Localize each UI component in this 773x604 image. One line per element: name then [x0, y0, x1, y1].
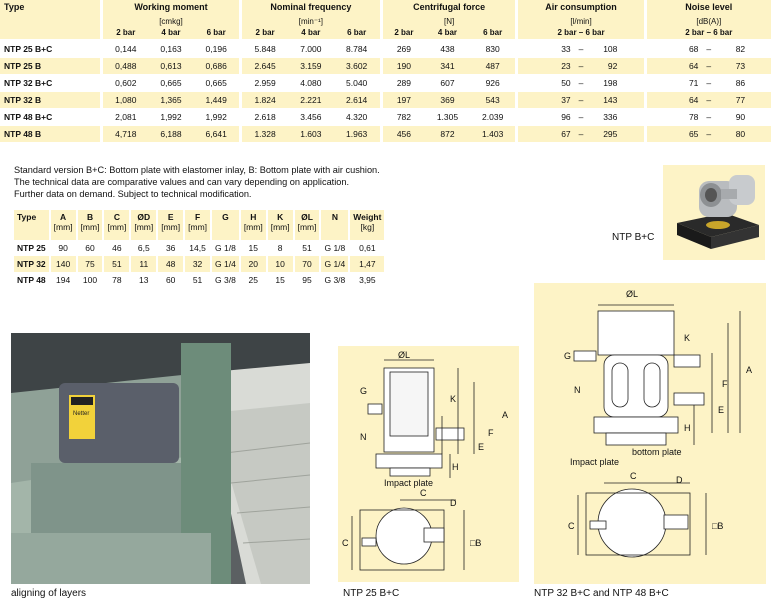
table-cell: 190: [381, 58, 425, 75]
table-cell: 2.645: [240, 58, 288, 75]
table-cell: 3.159: [288, 58, 333, 75]
range-dash: –: [578, 44, 584, 54]
range-high: 77: [735, 95, 746, 105]
table-cell: 3,95: [349, 272, 384, 288]
table-cell: 369: [425, 92, 470, 109]
unit-nominal-frequency: [min⁻¹]: [240, 16, 381, 26]
sub-range: 2 bar – 6 bar: [645, 26, 771, 40]
table-cell: 95: [294, 272, 321, 288]
table-cell: NTP 25: [17, 243, 46, 253]
table-cell: 197: [381, 92, 425, 109]
table-cell: 0,196: [193, 40, 240, 58]
drawing-ntp25: [338, 346, 519, 582]
sub-6bar: 6 bar: [334, 26, 382, 40]
table-cell: 2.618: [240, 109, 288, 126]
table-cell: 51: [184, 272, 211, 288]
table-cell: 269: [381, 40, 425, 58]
table-cell: 926: [470, 75, 517, 92]
range-dash: –: [706, 44, 712, 54]
dim-col-header: [50, 210, 77, 240]
dim-col-header: [77, 210, 104, 240]
dim-N: N: [360, 432, 367, 442]
range-dash: –: [578, 129, 584, 139]
sub-6bar: 6 bar: [470, 26, 517, 40]
table-cell: 0,488: [102, 58, 149, 75]
table-cell: 5.848: [240, 40, 288, 58]
performance-table: [0, 0, 771, 143]
table-cell: 4,718: [102, 126, 149, 143]
range-low: 37: [561, 95, 571, 105]
range-low: 33: [561, 44, 571, 54]
dim-F: F: [722, 379, 728, 389]
drawing-ntp32-48-panel: [534, 283, 766, 584]
range-high: 92: [607, 61, 618, 71]
table-cell: 2.221: [288, 92, 333, 109]
table-cell: 8.784: [334, 40, 382, 58]
range-high: 86: [735, 78, 746, 88]
air-range-cell: [517, 109, 645, 126]
table-cell: 1.328: [240, 126, 288, 143]
table-cell: 0,144: [102, 40, 149, 58]
range-low: 50: [561, 78, 571, 88]
table-cell: 1.824: [240, 92, 288, 109]
table-row: [14, 272, 384, 288]
dim-col-header: [240, 210, 267, 240]
table-cell: 5.040: [334, 75, 382, 92]
table-cell: G 1/8: [320, 240, 349, 256]
table-cell: 1,992: [193, 109, 240, 126]
table-cell: 20: [240, 256, 267, 272]
col-working-moment: Working moment: [102, 0, 241, 16]
table-cell: 0,163: [149, 40, 194, 58]
table-cell: 1,365: [149, 92, 194, 109]
table-cell: 78: [103, 272, 130, 288]
dim-F: F: [488, 428, 494, 438]
range-high: 336: [603, 112, 618, 122]
table-cell: 2.614: [334, 92, 382, 109]
table-cell: 2,081: [102, 109, 149, 126]
table-cell: 1,080: [102, 92, 149, 109]
dim-col-label: ØL: [301, 212, 313, 222]
dim-col-unit: [mm]: [107, 222, 127, 232]
table-cell: 487: [470, 58, 517, 75]
dim-D: D: [676, 475, 683, 485]
drawing-ntp32-48: [534, 283, 766, 584]
range-low: 65: [688, 129, 699, 139]
table-cell: 4.320: [334, 109, 382, 126]
range-low: 71: [688, 78, 699, 88]
sub-range: 2 bar – 6 bar: [517, 26, 645, 40]
dim-col-label: B: [86, 212, 94, 222]
table-cell: 36: [157, 240, 184, 256]
dim-D: D: [450, 498, 457, 508]
table-cell: 51: [103, 256, 130, 272]
table-row: [0, 92, 771, 109]
table-cell: 7.000: [288, 40, 333, 58]
air-range-cell: [517, 126, 645, 143]
range-high: 73: [735, 61, 746, 71]
noise-range-cell: [645, 126, 771, 143]
table-cell: NTP 48 B+C: [0, 109, 102, 126]
dim-col-header: [211, 210, 240, 240]
dim-col-label: Weight: [353, 212, 382, 222]
dim-col-header: [103, 210, 130, 240]
table-row: [0, 75, 771, 92]
note-line: The technical data are comparative values and can vary depending on application.: [14, 177, 350, 187]
air-range-cell: [517, 58, 645, 75]
table-cell: NTP 25 B+C: [0, 40, 102, 58]
vibrator-product-image: [663, 165, 765, 260]
table-cell: 2.959: [240, 75, 288, 92]
dim-col-header: [157, 210, 184, 240]
impact-plate-label: Impact plate: [384, 478, 434, 488]
table-cell: 60: [77, 240, 104, 256]
range-high: 108: [603, 44, 618, 54]
table-cell: 1.603: [288, 126, 333, 143]
table-cell: 13: [130, 272, 157, 288]
noise-range-cell: [645, 40, 771, 58]
table-cell: 3.456: [288, 109, 333, 126]
dimension-table: [14, 210, 384, 288]
table-row: [0, 58, 771, 75]
table-cell: 543: [470, 92, 517, 109]
range-low: 67: [561, 129, 571, 139]
product-caption: NTP B+C: [612, 232, 655, 243]
table-row: [0, 109, 771, 126]
table-cell: 3.602: [334, 58, 382, 75]
table-cell: 46: [103, 240, 130, 256]
dim-H: H: [684, 423, 691, 433]
table-cell: 6,5: [130, 240, 157, 256]
noise-range-cell: [645, 92, 771, 109]
dim-col-unit: [mm]: [161, 222, 181, 232]
table-cell: 289: [381, 75, 425, 92]
dim-col-unit: [mm]: [53, 222, 73, 232]
range-low: 78: [688, 112, 699, 122]
dim-col-unit: [mm]: [270, 222, 290, 232]
dim-B: □B: [470, 538, 482, 548]
dim-col-label: K: [277, 212, 284, 222]
table-cell: 25: [240, 272, 267, 288]
sub-4bar: 4 bar: [425, 26, 470, 40]
table-cell: 872: [425, 126, 470, 143]
table-cell: 0,613: [149, 58, 194, 75]
dim-L: ØL: [626, 289, 639, 299]
range-low: 68: [688, 44, 699, 54]
dim-col-header: [267, 210, 294, 240]
notes: [14, 164, 534, 200]
dim-col-unit: [mm]: [297, 222, 317, 232]
range-dash: –: [706, 78, 712, 88]
unit-working-moment: [cmkg]: [102, 16, 241, 26]
col-noise-level: Noise level: [645, 0, 771, 16]
table-cell: 15: [240, 240, 267, 256]
table-cell: 70: [294, 256, 321, 272]
table-cell: 48: [157, 256, 184, 272]
dim-H: H: [452, 462, 459, 472]
dim-col-header: [130, 210, 157, 240]
table-cell: 438: [425, 40, 470, 58]
dim-col-header: [349, 210, 384, 240]
table-cell: 0,61: [349, 240, 384, 256]
table-cell: G 1/8: [211, 240, 240, 256]
range-dash: –: [578, 112, 584, 122]
range-low: 23: [561, 61, 571, 71]
col-centrifugal-force: Centrifugal force: [381, 0, 517, 16]
table-cell: 0,686: [193, 58, 240, 75]
dim-col-label: F: [194, 212, 201, 222]
dim-col-label: A: [60, 212, 67, 222]
dim-col-label: E: [167, 212, 174, 222]
table-cell: 32: [184, 256, 211, 272]
dim-col-label: G: [222, 212, 229, 222]
dim-B: □B: [712, 521, 724, 531]
drawing-ntp25-caption: NTP 25 B+C: [343, 588, 400, 599]
dim-col-unit: [mm]: [243, 222, 263, 232]
dim-C: C: [568, 521, 575, 531]
air-range-cell: [517, 92, 645, 109]
table-cell: NTP 25 B: [0, 58, 102, 75]
table-row: [0, 40, 771, 58]
range-dash: –: [706, 95, 712, 105]
table-row: [14, 256, 384, 272]
table-cell: 1.963: [334, 126, 382, 143]
dim-G: G: [564, 351, 572, 361]
table-cell: 1,47: [349, 256, 384, 272]
drawing-ntp32-48-caption: NTP 32 B+C and NTP 48 B+C: [534, 588, 669, 599]
table-cell: 0,665: [149, 75, 194, 92]
range-high: 90: [735, 112, 746, 122]
impact-plate-label: Impact plate: [570, 457, 620, 467]
range-high: 82: [735, 44, 746, 54]
table-cell: 0,665: [193, 75, 240, 92]
dim-C: C: [342, 538, 349, 548]
table-row: [0, 126, 771, 143]
table-cell: 1.305: [425, 109, 470, 126]
table-row: [14, 240, 384, 256]
dim-col-unit: [mm]: [134, 222, 154, 232]
noise-range-cell: [645, 109, 771, 126]
table-cell: NTP 32 B: [0, 92, 102, 109]
sub-2bar: 2 bar: [381, 26, 425, 40]
range-dash: –: [578, 78, 584, 88]
range-low: 64: [688, 95, 699, 105]
dim-col-header: [184, 210, 211, 240]
table-cell: 341: [425, 58, 470, 75]
conveyor-photo: [11, 333, 310, 584]
range-dash: –: [578, 61, 584, 71]
unit-centrifugal-force: [N]: [381, 16, 517, 26]
col-nominal-frequency: Nominal frequency: [240, 0, 381, 16]
table-cell: 140: [50, 256, 77, 272]
photo-label: Netter: [73, 411, 90, 417]
table-cell: 90: [50, 240, 77, 256]
table-cell: 6,188: [149, 126, 194, 143]
dim-col-unit: [kg]: [360, 222, 375, 232]
dim-E: E: [718, 405, 725, 415]
dim-col-header: [14, 210, 50, 240]
bottom-plate-label: bottom plate: [632, 447, 682, 457]
table-cell: 6,641: [193, 126, 240, 143]
table-cell: 8: [267, 240, 294, 256]
product-image-panel: [663, 165, 765, 260]
table-cell: 15: [267, 272, 294, 288]
dim-col-label: H: [250, 212, 257, 222]
unit-noise-level: [dB(A)]: [645, 16, 771, 26]
table-cell: 456: [381, 126, 425, 143]
table-cell: 51: [294, 240, 321, 256]
noise-range-cell: [645, 58, 771, 75]
unit-air-consumption: [l/min]: [517, 16, 645, 26]
noise-range-cell: [645, 75, 771, 92]
dim-col-label: Type: [17, 212, 37, 222]
table-cell: 782: [381, 109, 425, 126]
table-cell: 830: [470, 40, 517, 58]
range-dash: –: [578, 95, 584, 105]
table-cell: 100: [77, 272, 104, 288]
table-cell: G 3/8: [211, 272, 240, 288]
drawing-ntp25-panel: [338, 346, 519, 582]
sub-4bar: 4 bar: [288, 26, 333, 40]
dim-col-unit: [mm]: [188, 222, 208, 232]
dim-col-unit: [mm]: [80, 222, 100, 232]
table-cell: 607: [425, 75, 470, 92]
dim-K: K: [450, 394, 457, 404]
dim-K: K: [684, 333, 691, 343]
application-photo: [11, 333, 310, 584]
dim-col-header: [294, 210, 321, 240]
dim-A: A: [502, 410, 509, 420]
note-line: Standard version B+C: Bottom plate with elastomer inlay, B: Bottom plate with air cushion.: [14, 165, 380, 175]
col-air-consumption: Air consumption: [517, 0, 645, 16]
air-range-cell: [517, 40, 645, 58]
table-cell: 14,5: [184, 240, 211, 256]
table-cell: G 1/4: [320, 256, 349, 272]
table-cell: 4.080: [288, 75, 333, 92]
sub-2bar: 2 bar: [102, 26, 149, 40]
dim-C-top: C: [630, 471, 637, 481]
dim-A: A: [746, 365, 753, 375]
dim-col-header: [320, 210, 349, 240]
range-high: 295: [603, 129, 618, 139]
dim-G: G: [360, 386, 368, 396]
note-line: Further data on demand. Subject to technical modification.: [14, 189, 252, 199]
range-low: 64: [688, 61, 699, 71]
table-cell: NTP 32: [14, 256, 50, 272]
table-cell: NTP 32 B+C: [0, 75, 102, 92]
dim-C-top: C: [420, 488, 427, 498]
sub-4bar: 4 bar: [149, 26, 194, 40]
dim-col-label: C: [113, 212, 120, 222]
dim-L: ØL: [398, 350, 411, 360]
sub-2bar: 2 bar: [240, 26, 288, 40]
range-low: 96: [561, 112, 571, 122]
table-cell: 1.403: [470, 126, 517, 143]
table-cell: 60: [157, 272, 184, 288]
dim-col-label: N: [331, 212, 338, 222]
range-high: 80: [735, 129, 746, 139]
table-cell: 11: [130, 256, 157, 272]
table-cell: 1,449: [193, 92, 240, 109]
table-cell: 194: [50, 272, 77, 288]
table-cell: G 3/8: [320, 272, 349, 288]
range-high: 143: [603, 95, 618, 105]
table-cell: G 1/4: [211, 256, 240, 272]
table-cell: 1,992: [149, 109, 194, 126]
range-dash: –: [706, 61, 712, 71]
range-dash: –: [706, 112, 712, 122]
sub-6bar: 6 bar: [193, 26, 240, 40]
table-cell: 0,602: [102, 75, 149, 92]
table-cell: 10: [267, 256, 294, 272]
col-type: Type: [0, 0, 102, 16]
table-cell: 75: [77, 256, 104, 272]
dim-N: N: [574, 385, 581, 395]
air-range-cell: [517, 75, 645, 92]
table-cell: 2.039: [470, 109, 517, 126]
photo-caption: aligning of layers: [11, 588, 87, 599]
table-cell: NTP 48: [17, 275, 46, 285]
table-cell: NTP 48 B: [0, 126, 102, 143]
dim-E: E: [478, 442, 485, 452]
range-high: 198: [603, 78, 618, 88]
dim-col-label: ØD: [137, 212, 151, 222]
range-dash: –: [706, 129, 712, 139]
